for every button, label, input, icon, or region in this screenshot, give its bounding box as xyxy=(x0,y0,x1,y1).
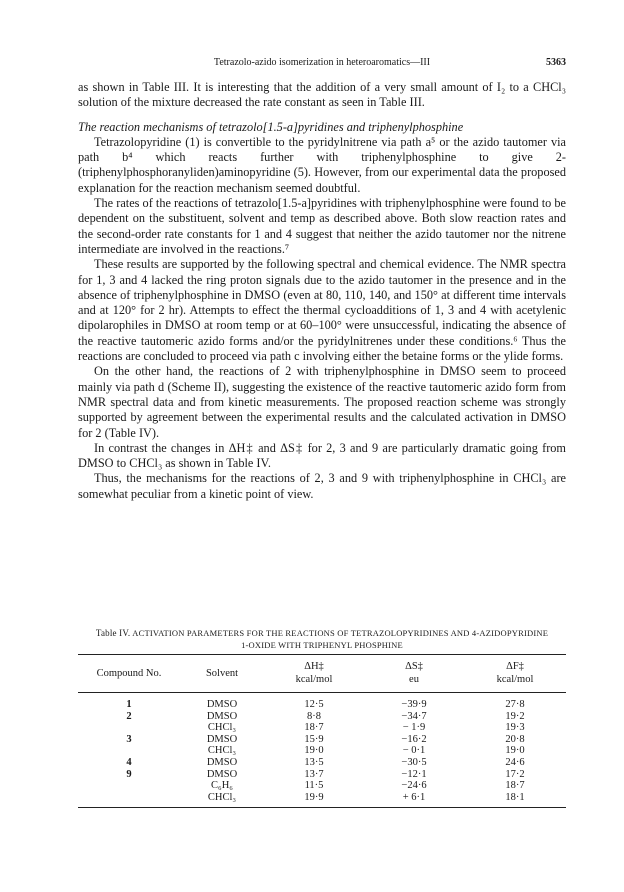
table-row xyxy=(78,780,566,792)
cell-solvent: C₆H₆ xyxy=(211,780,233,792)
cell-compound xyxy=(78,792,180,808)
cell-delta-s: + 6·1 xyxy=(364,792,464,808)
cell-solvent: DMSO xyxy=(206,710,238,722)
cell-delta-f: 24·6 xyxy=(505,756,525,768)
cell-compound: 2 xyxy=(126,710,132,722)
paragraph-contrast: In contrast the changes in ΔH‡ and ΔS‡ for 2, 3 and 9 are particularly dramatic going from DMSO to CHCl₃ as shown in Table IV. xyxy=(78,440,566,471)
cell-solvent: DMSO xyxy=(206,768,238,780)
paragraph-tetrazolopyridine: Tetrazolopyridine (1) is convertible to the pyridylnitrene via path a⁵ or the azido tautomer via path b⁴ which reacts further with triphenylphosphine to give 2-(triphenylphosphoranyliden)aminopyridine (5). However, from our experimental data the proposed explanation for the reaction mechanism seemed doubtful. xyxy=(78,134,566,195)
cell-delta-s: − 1·9 xyxy=(402,722,426,734)
cell-delta-s: −24·6 xyxy=(401,780,427,792)
cell-solvent: DMSO xyxy=(206,756,238,768)
cell-compound: 1 xyxy=(126,699,132,710)
cell-compound xyxy=(78,780,180,792)
cell-delta-f: 18·7 xyxy=(505,780,525,792)
table-caption-line2: 1-OXIDE WITH TRIPHENYL PHOSPHINE xyxy=(241,640,403,650)
cell-delta-h: 13·7 xyxy=(304,768,324,780)
cell-delta-f: 17·2 xyxy=(505,768,525,780)
header-delta-s xyxy=(364,655,464,693)
header-delta-s-unit: eu xyxy=(409,674,419,685)
cell-compound: 4 xyxy=(126,756,132,768)
cell-delta-s: −16·2 xyxy=(401,733,427,745)
page-number: 5363 xyxy=(546,57,566,68)
header-delta-s-symbol: ΔS‡ xyxy=(405,661,423,672)
running-title: Tetrazolo-azido isomerization in heteroaromatics—III xyxy=(213,57,431,68)
cell-delta-s: − 0·1 xyxy=(402,745,426,757)
cell-delta-h: 19·9 xyxy=(264,792,364,808)
header-delta-h-unit: kcal/mol xyxy=(295,674,333,685)
table-row xyxy=(78,757,566,769)
table-row xyxy=(78,711,566,723)
cell-delta-s: −39·9 xyxy=(401,699,427,710)
cell-compound xyxy=(78,722,180,734)
header-delta-f-unit: kcal/mol xyxy=(496,674,534,685)
header-delta-h xyxy=(264,655,364,693)
cell-delta-s: −34·7 xyxy=(401,710,427,722)
cell-compound: 9 xyxy=(126,768,132,780)
cell-compound xyxy=(78,745,180,757)
cell-delta-f: 19·0 xyxy=(505,745,525,757)
table-row xyxy=(78,693,566,711)
paragraph-spectral-evidence: These results are supported by the following spectral and chemical evidence. The NMR spectra for 1, 3 and 4 lacked the ring proton signals due to the azido tautomer in the presence and in the absence of triphenylphosphine in DMSO (even at 80, 110, 140, and 150° at different time intervals and at 120° for 2 hr). Attempts to effect the thermal cycloadditions of 1, 3 and 4 with acetylenic dipolarophiles in DMSO at room temp or at 60–100° were unsuccessful, indicating the absence of the reactive tautomeric azido forms and/or the pyridylnitrenes under these conditions.⁶ Thus the reactions are concluded to proceed via path c involving either the betaine forms or the ylide forms. xyxy=(78,257,566,364)
header-solvent: Solvent xyxy=(180,655,264,693)
table-header-row xyxy=(78,655,566,693)
cell-solvent: DMSO xyxy=(206,699,238,710)
table-row xyxy=(78,769,566,781)
header-delta-f-symbol: ΔF‡ xyxy=(506,661,524,672)
activation-parameters-table xyxy=(78,654,566,808)
paragraph-continuation: as shown in Table III. It is interesting that the addition of a very small amount of I₂ to a CHCl₃ solution of the mixture decreased the rate constant as seen in Table III. xyxy=(78,80,566,110)
cell-delta-s: −30·5 xyxy=(401,756,427,768)
header-compound: Compound No. xyxy=(78,655,180,693)
cell-delta-h: 19·0 xyxy=(304,745,324,757)
table-row xyxy=(78,745,566,757)
cell-solvent: CHCl₃ xyxy=(207,745,237,757)
cell-delta-f: 19·2 xyxy=(505,710,525,722)
cell-delta-f: 18·1 xyxy=(464,792,566,808)
section-heading: The reaction mechanisms of tetrazolo[1.5-a]pyridines and triphenylphosphine xyxy=(78,119,464,134)
cell-compound: 3 xyxy=(126,733,132,745)
cell-delta-h: 13·5 xyxy=(304,756,324,768)
header-delta-h-symbol: ΔH‡ xyxy=(304,661,324,672)
cell-solvent: DMSO xyxy=(206,733,238,745)
paragraph-reaction-rates: The rates of the reactions of tetrazolo[1.5-a]pyridines with triphenylphosphine were found to be dependent on the substituent, solvent and temp as described above. Both slow reaction rates and the second-order rate constants for 1 and 4 suggest that neither the azido tautomer nor the nitrene intermediate are involved in the reactions.⁷ xyxy=(78,196,566,256)
table-body xyxy=(78,693,566,808)
table-caption-label: Table IV. xyxy=(95,628,131,638)
table-row xyxy=(78,722,566,734)
header-delta-f xyxy=(464,655,566,693)
cell-delta-h: 12·5 xyxy=(304,699,324,710)
cell-delta-f: 27·8 xyxy=(505,699,525,710)
cell-delta-h: 11·5 xyxy=(304,780,324,792)
article-body xyxy=(78,80,566,502)
cell-delta-s: −12·1 xyxy=(401,768,427,780)
cell-delta-f: 20·8 xyxy=(505,733,525,745)
cell-delta-h: 8·8 xyxy=(307,710,321,722)
paragraph-path-d: On the other hand, the reactions of 2 with triphenylphosphine in DMSO seem to proceed mainly via path d (Scheme II), suggesting the existence of the reactive tautomeric azido form from NMR spectral data and from kinetic measurements. The proposed reaction scheme was strongly supported by agreement between the experimental results and the calculated activation in DMSO for 2 (Table IV). xyxy=(78,364,566,440)
table-caption xyxy=(78,627,566,651)
paragraph-conclusion: Thus, the mechanisms for the reactions of 2, 3 and 9 with triphenylphosphine in CHCl₃ are somewhat peculiar from a kinetic point of view. xyxy=(78,471,566,501)
table-caption-line1: ACTIVATION PARAMETERS FOR THE REACTIONS OF TETRAZOLOPYRIDINES AND 4-AZIDOPYRIDINE xyxy=(132,628,549,638)
cell-delta-f: 19·3 xyxy=(505,722,525,734)
table-row xyxy=(78,734,566,746)
cell-solvent: CHCl₃ xyxy=(207,722,237,734)
table-row xyxy=(78,792,566,808)
cell-delta-h: 15·9 xyxy=(304,733,324,745)
cell-delta-h: 18·7 xyxy=(304,722,324,734)
cell-solvent: CHCl₃ xyxy=(180,792,264,808)
running-header xyxy=(78,57,566,71)
